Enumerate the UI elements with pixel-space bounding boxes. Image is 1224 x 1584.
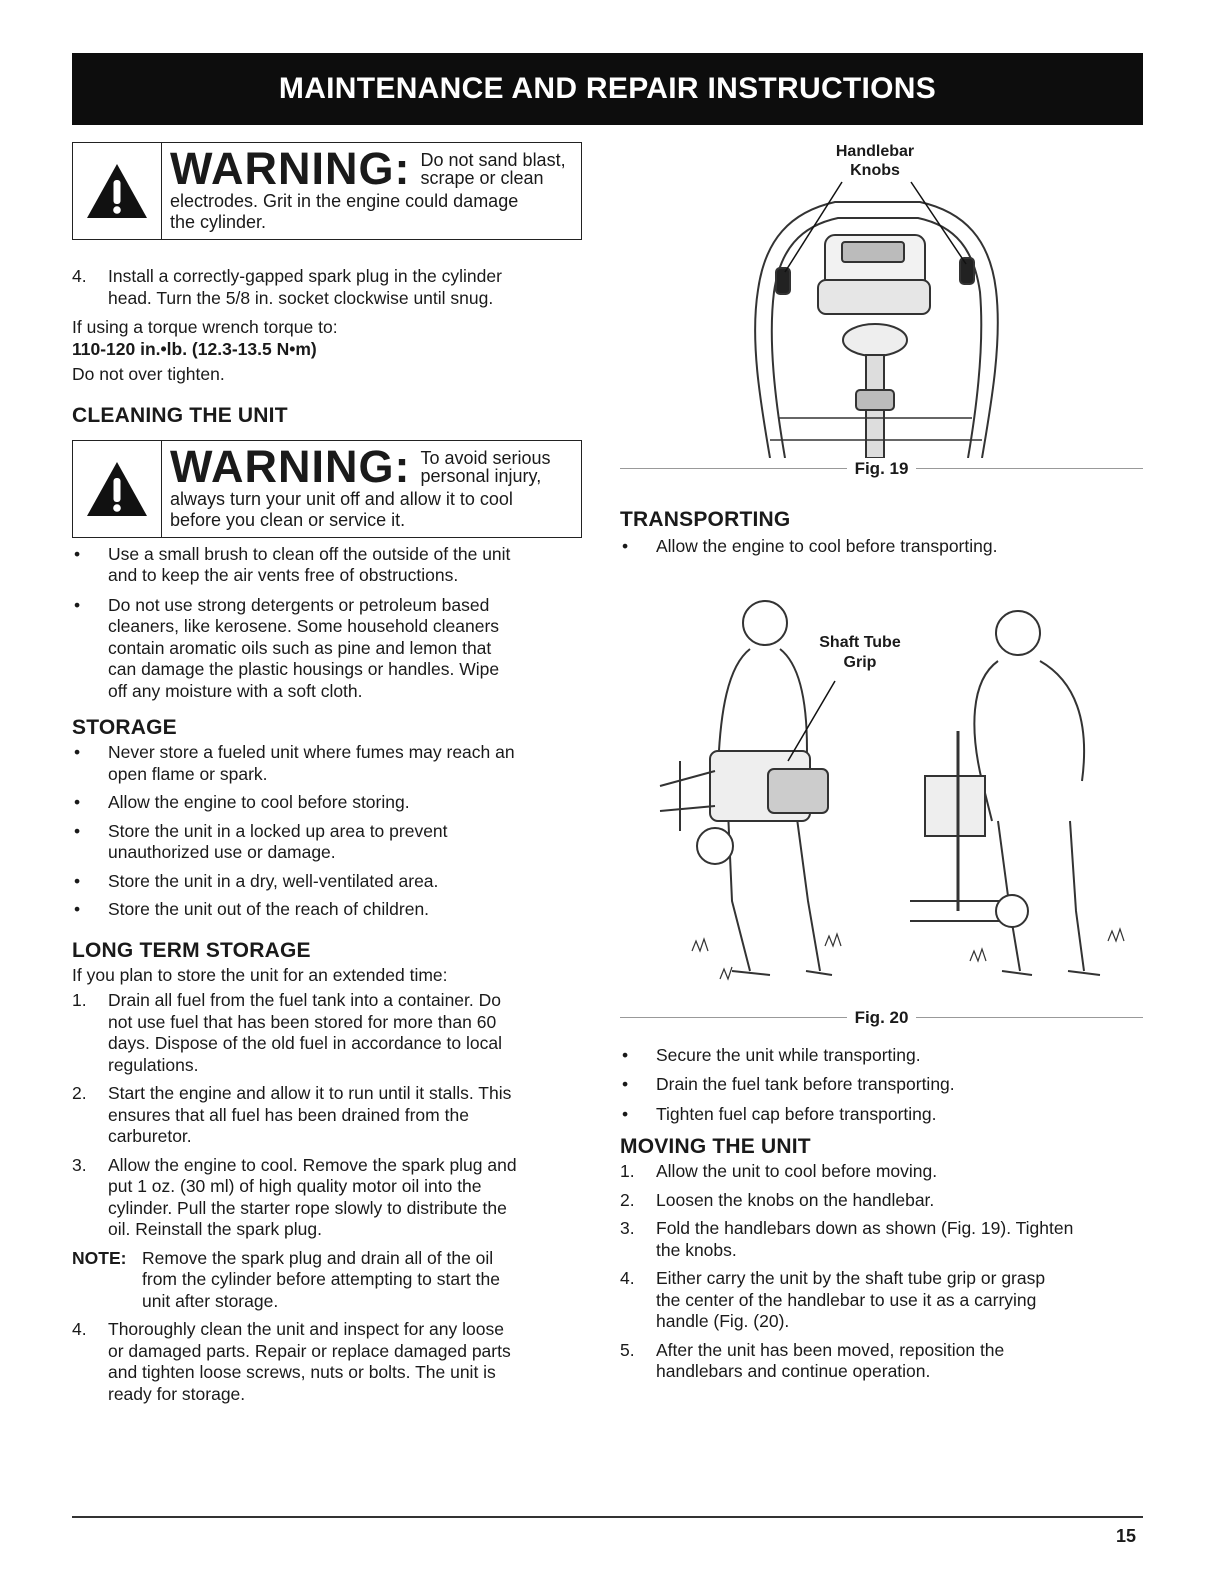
left-column	[72, 142, 582, 1405]
list-line: Use a small brush to clean off the outside of the unit	[108, 543, 511, 564]
warning-lead	[420, 147, 565, 187]
footer-rule	[72, 1516, 1143, 1518]
warning-rest-line: electrodes. Grit in the engine could damage	[170, 191, 519, 211]
warning-rest-line: before you clean or service it.	[170, 509, 406, 530]
step-number: 4.	[72, 266, 87, 286]
list-line: open flame or spark.	[108, 763, 268, 784]
list-line: Secure the unit while transporting.	[656, 1044, 921, 1065]
step-line: ready for storage.	[108, 1383, 246, 1404]
warning-rest	[170, 489, 575, 531]
caption-text: Fig. 20	[854, 1008, 909, 1027]
figure-19-caption	[620, 458, 1143, 480]
step-line: put 1 oz. (30 ml) of high quality motor oil into the	[108, 1176, 482, 1196]
list-item	[620, 1045, 1143, 1067]
torque-value: 110-120 in.•lb. (12.3-13.5 N•m)	[72, 338, 317, 359]
list-line: Allow the engine to cool before storing.	[108, 792, 410, 812]
step-line: Allow the unit to cool before moving.	[656, 1161, 938, 1181]
list-item	[620, 1161, 1143, 1183]
warning-box-electrodes	[72, 142, 582, 240]
step-line: Allow the engine to cool. Remove the spark plug and	[108, 1154, 517, 1175]
transporting-heading: TRANSPORTING	[620, 507, 791, 531]
list-item	[620, 1218, 1143, 1261]
warning-lead-line: personal injury,	[420, 465, 542, 486]
list-item	[72, 1319, 582, 1405]
list-line: Tighten fuel cap before transporting.	[656, 1103, 937, 1124]
list-item	[620, 1104, 1143, 1126]
warning-triangle-icon	[85, 460, 149, 518]
step-line: the knobs.	[656, 1239, 737, 1260]
note-line: Remove the spark plug and drain all of the oil	[142, 1247, 494, 1268]
step-line: days. Dispose of the old fuel in accordance to local	[108, 1033, 502, 1053]
carrying-unit-illustration	[620, 571, 1143, 1007]
right-column	[620, 140, 1143, 1383]
warning-lead-line: To avoid serious	[420, 447, 551, 468]
step-line: cylinder. Pull the starter rope slowly to distribute the	[108, 1197, 507, 1218]
list-line: cleaners, like kerosene. Some household cleaners	[108, 616, 500, 636]
storage-heading: STORAGE	[72, 716, 177, 739]
step-line: ensures that all fuel has been drained from the	[108, 1104, 469, 1125]
list-line: Allow the engine to cool before transporting.	[656, 535, 998, 556]
warning-icon-cell	[73, 441, 162, 537]
step-line: Drain all fuel from the fuel tank into a container. Do	[108, 990, 501, 1010]
step-number: 1.	[620, 1161, 635, 1181]
note-label: NOTE:	[72, 1247, 127, 1268]
step-line: Fold the handlebars down as shown (Fig. 19). Tighten	[656, 1218, 1074, 1238]
list-item	[72, 871, 582, 893]
no-over-tighten: Do not over tighten.	[72, 364, 225, 384]
list-item	[72, 544, 582, 587]
caption-rule	[620, 1017, 847, 1018]
step-line: After the unit has been moved, reposition the	[656, 1339, 1005, 1360]
list-item	[620, 1190, 1143, 1212]
note-line: unit after storage.	[142, 1290, 279, 1311]
warning-rest	[170, 191, 575, 233]
list-item	[72, 742, 582, 785]
list-item	[72, 792, 582, 814]
list-line: Do not use strong detergents or petroleum based	[108, 594, 490, 615]
page-title: MAINTENANCE AND REPAIR INSTRUCTIONS	[278, 72, 937, 105]
figure-20	[620, 571, 1143, 1007]
note-line: from the cylinder before attempting to start the	[142, 1269, 500, 1289]
list-line: Never store a fueled unit where fumes may reach an	[108, 742, 515, 762]
list-line: unauthorized use or damage.	[108, 842, 336, 862]
step-line: not use fuel that has been stored for more than 60	[108, 1011, 497, 1032]
note-block	[72, 1248, 582, 1313]
list-line: Drain the fuel tank before transporting.	[656, 1074, 955, 1094]
warning-title: WARNING:	[170, 440, 411, 492]
step-number: 5.	[620, 1339, 635, 1360]
warning-title: WARNING:	[170, 143, 411, 194]
list-item	[620, 1268, 1143, 1333]
list-item	[72, 821, 582, 864]
step-line: regulations.	[108, 1054, 199, 1075]
step-number: 4.	[620, 1268, 635, 1288]
step-number: 1.	[72, 990, 87, 1010]
page-number: 15	[1116, 1526, 1137, 1546]
list-item	[72, 595, 582, 703]
step-line: and tighten loose screws, nuts or bolts. The unit is	[108, 1362, 496, 1382]
handlebar-knobs-illustration	[620, 140, 1143, 458]
caption-text: Fig. 19	[854, 459, 909, 478]
warning-text	[162, 441, 581, 537]
spark-plug-step	[72, 266, 582, 309]
step-line: the center of the handlebar to use it as a carrying	[656, 1289, 1037, 1310]
step-line: Loosen the knobs on the handlebar.	[656, 1189, 935, 1210]
cleaning-heading: CLEANING THE UNIT	[72, 403, 288, 427]
step-number: 3.	[620, 1218, 635, 1238]
figure-label-line: Knobs	[850, 162, 900, 179]
list-item	[620, 536, 1143, 558]
figure-label-line: Shaft Tube	[819, 634, 901, 651]
warning-triangle-icon	[85, 162, 149, 220]
warning-lead-line: scrape or clean	[420, 168, 544, 188]
list-line: Store the unit out of the reach of children.	[108, 899, 430, 919]
list-item	[620, 1074, 1143, 1096]
step-number: 4.	[72, 1319, 87, 1339]
long-term-intro: If you plan to store the unit for an extended time:	[72, 964, 448, 985]
long-term-storage-heading: LONG TERM STORAGE	[72, 938, 311, 962]
caption-rule	[620, 468, 847, 469]
warning-text	[162, 143, 581, 239]
torque-intro: If using a torque wrench torque to:	[72, 317, 338, 337]
step-line: handle (Fig. (20).	[656, 1311, 790, 1331]
list-line: and to keep the air vents free of obstructions.	[108, 565, 459, 585]
warning-rest-line: the cylinder.	[170, 212, 267, 232]
step-line: or damaged parts. Repair or replace damaged parts	[108, 1340, 511, 1361]
list-line: off any moisture with a soft cloth.	[108, 680, 363, 701]
warning-lead	[420, 445, 550, 485]
list-line: contain aromatic oils such as pine and lemon that	[108, 637, 492, 658]
step-number: 3.	[72, 1154, 87, 1175]
warning-lead-line: Do not sand blast,	[420, 150, 566, 170]
figure-20-caption	[620, 1007, 1143, 1029]
figure-label-line: Handlebar	[835, 143, 915, 160]
list-item	[72, 899, 582, 921]
caption-rule	[916, 1017, 1143, 1018]
step-line: head. Turn the 5/8 in. socket clockwise until snug.	[108, 287, 494, 308]
step-line: Start the engine and allow it to run until it stalls. This	[108, 1083, 512, 1103]
caption-rule	[916, 468, 1143, 469]
list-item	[72, 1083, 582, 1148]
figure-label-line: Grip	[843, 654, 877, 671]
step-line: Install a correctly-gapped spark plug in the cylinder	[108, 266, 502, 286]
step-line: handlebars and continue operation.	[656, 1361, 931, 1381]
list-line: Store the unit in a locked up area to prevent	[108, 820, 448, 841]
list-item	[620, 1340, 1143, 1383]
list-item	[72, 990, 582, 1076]
step-line: Thoroughly clean the unit and inspect for any loose	[108, 1319, 504, 1339]
warning-box-cleaning	[72, 440, 582, 538]
step-number: 2.	[72, 1083, 87, 1103]
step-number: 2.	[620, 1189, 635, 1210]
list-line: can damage the plastic housings or handles. Wipe	[108, 659, 500, 679]
warning-rest-line: always turn your unit off and allow it to cool	[170, 488, 513, 509]
step-line: carburetor.	[108, 1126, 192, 1146]
warning-icon-cell	[73, 143, 162, 239]
page-header-banner	[72, 53, 1143, 125]
list-line: Store the unit in a dry, well-ventilated area.	[108, 870, 439, 891]
figure-19	[620, 140, 1143, 458]
step-line: oil. Reinstall the spark plug.	[108, 1219, 322, 1239]
step-line: Either carry the unit by the shaft tube grip or grasp	[656, 1268, 1046, 1288]
moving-heading: MOVING THE UNIT	[620, 1135, 811, 1158]
list-item	[72, 1155, 582, 1241]
